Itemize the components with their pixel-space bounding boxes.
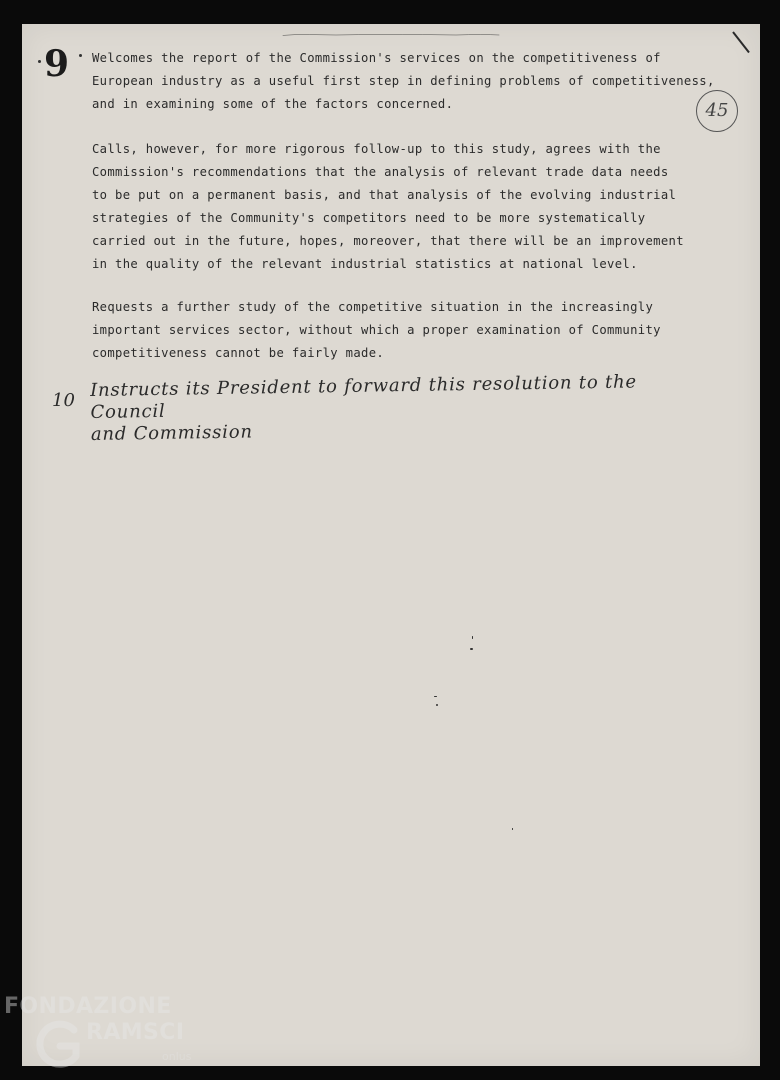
paragraph-number: 9 (44, 43, 70, 85)
margin-dot (79, 54, 82, 57)
paper-speck (436, 704, 438, 706)
paragraph-calls: Calls, however, for more rigorous follow-up to this study, agrees with the Commission's recommendations that the analysis of relevant trade data needs to be put on a permanent basis, and that analysis of the evolving industrial strategies of the Community's competitors need to be more systematically carried out in the future, hopes, moreover, that there will be an improvement in the quality of the relevant industrial statistics at national level. (92, 142, 684, 271)
circled-page-number: 45 (696, 90, 738, 132)
paper-speck (472, 636, 473, 639)
paper-speck (512, 828, 513, 830)
paragraph-welcomes: Welcomes the report of the Commission's services on the competitiveness of European industry as a useful first step in defining problems of competitiveness, and in examining some of the factors concerned. (92, 51, 715, 111)
watermark-line1: FONDAZIONE (4, 994, 172, 1019)
watermark-line3: onlus (162, 1050, 192, 1063)
watermark-g-logo-icon (34, 1018, 84, 1074)
watermark (4, 994, 194, 1078)
paragraph-requests: Requests a further study of the competitive situation in the increasingly important services sector, without which a proper examination of Community competitiveness cannot be fairly made. (92, 300, 661, 360)
top-rule-line (66, 34, 716, 36)
handwritten-paragraph-number: 10 (52, 390, 75, 411)
handwritten-note: Instructs its President to forward this resolution to the Council and Commission (90, 371, 638, 445)
paper-speck (470, 648, 473, 650)
paper-speck (434, 696, 437, 697)
watermark-line2: RAMSCI (86, 1020, 185, 1045)
margin-dot (38, 60, 41, 63)
document-page (22, 24, 760, 1066)
